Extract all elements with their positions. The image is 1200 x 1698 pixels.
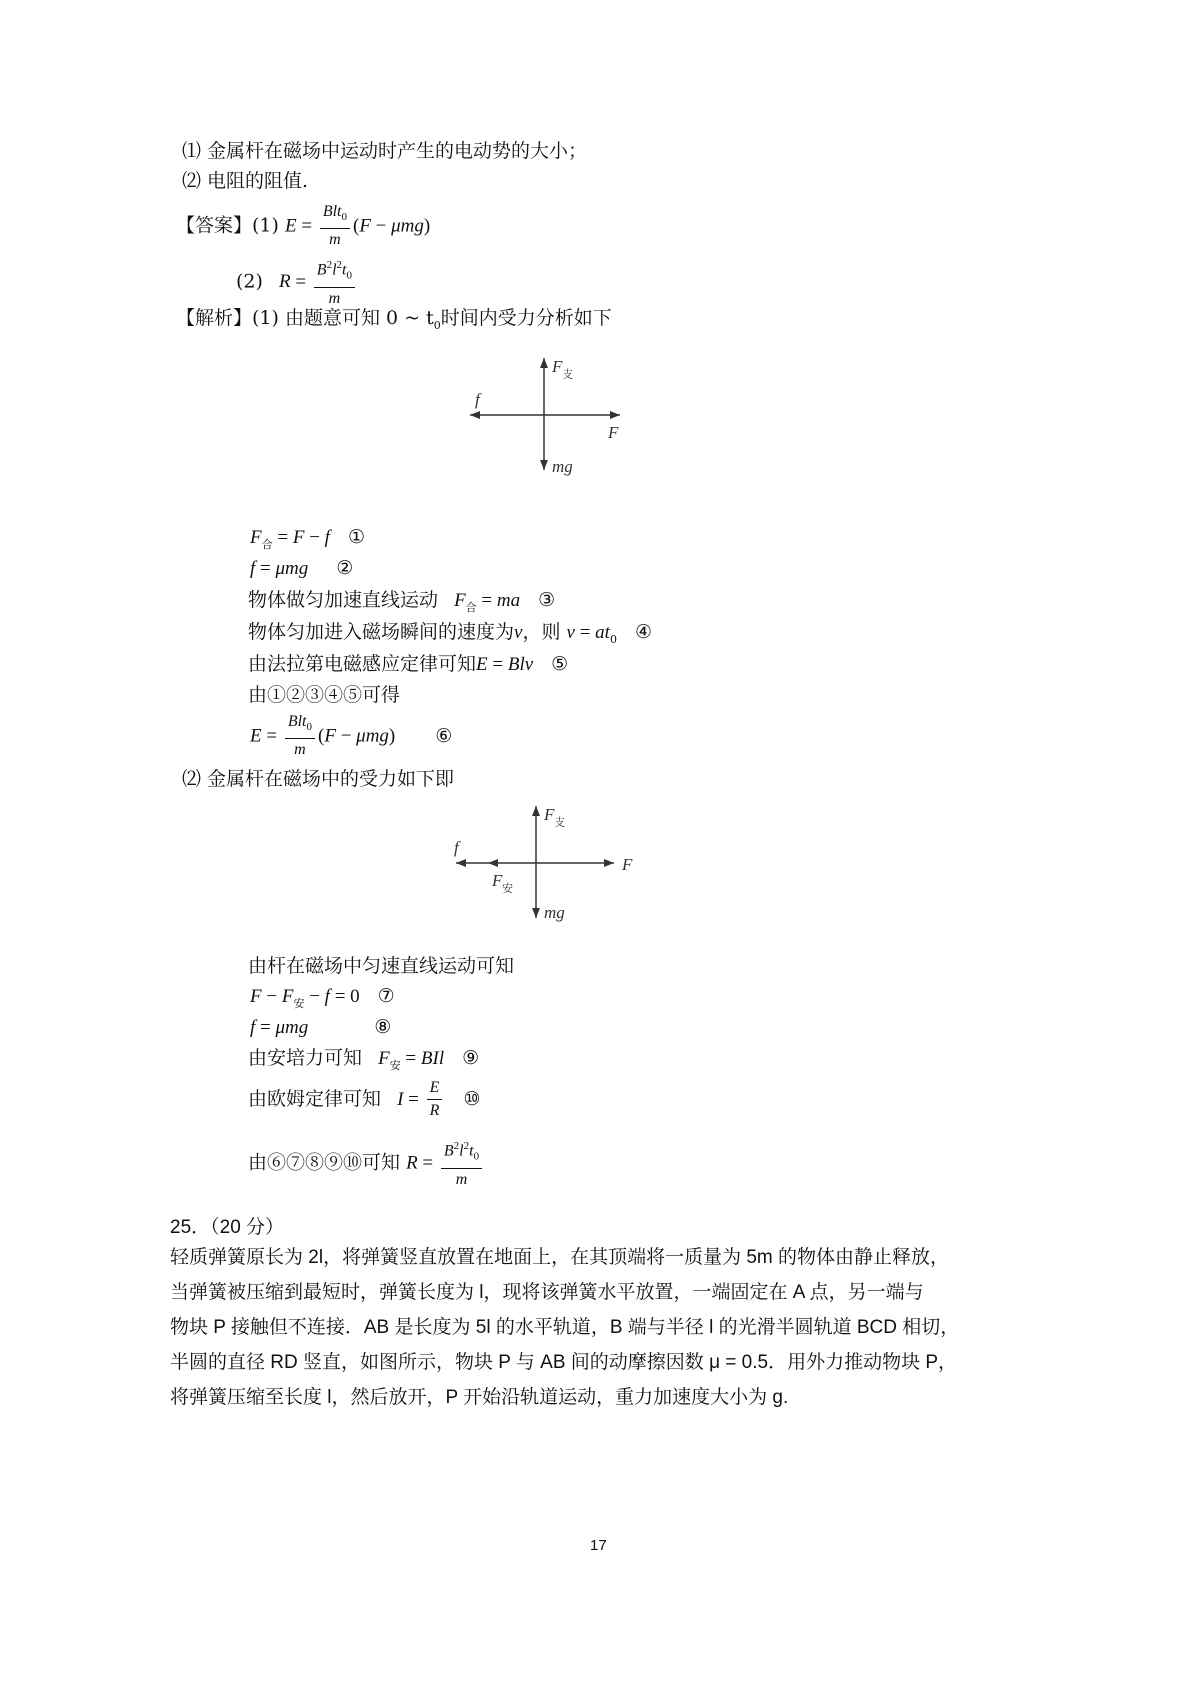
problem-25-line-5: 将弹簧压缩至长度 l，然后放开，P 开始沿轨道运动，重力加速度大小为 g.	[170, 1387, 789, 1408]
label-mg: mg	[552, 457, 573, 476]
arrow-f	[470, 411, 480, 419]
label-F: F	[608, 423, 619, 442]
analysis-intro: 【解析】(1) 由题意可知 0 ~ $t_0$时间内受力分析如下	[176, 307, 612, 332]
answer-label: 【答案】	[176, 214, 253, 237]
label-F: F	[622, 855, 633, 874]
answer-part1-number: (1)	[252, 214, 279, 237]
equation-9: 由安培力可知 $F_安$ = BIl ⑨	[248, 1047, 480, 1072]
answer-part2-number: (2)	[236, 270, 263, 293]
question-2: ⑵ 电阻的阻值.	[182, 170, 309, 192]
arrow-mg	[532, 908, 540, 918]
equation-3: 物体做匀加速直线运动 $F_合$ = ma ③	[248, 589, 556, 614]
arrow-mg	[540, 460, 548, 470]
svg-text:安: 安	[502, 883, 513, 895]
equation-4: 物体匀加进入磁场瞬间的速度为v，则 $v = at_0$ ④	[248, 621, 652, 646]
svg-text:支: 支	[554, 817, 565, 829]
problem-25-line-1: 轻质弹簧原长为 2l，将弹簧竖直放置在地面上，在其顶端将一质量为 5m 的物体由静止释放，	[170, 1247, 950, 1268]
label-F-zhi: F	[544, 805, 555, 824]
label-F-zhi: F	[552, 357, 563, 376]
force-diagram-1	[460, 350, 640, 485]
equation-6-intro: 由①②③④⑤可得	[248, 684, 401, 706]
label-F-an: F	[492, 871, 503, 890]
problem-25-line-2: 当弹簧被压缩到最短时，弹簧长度为 l，现将该弹簧水平放置，一端固定在 A 点，另一端与	[170, 1282, 924, 1303]
equation-8: f = μmg ⑧	[250, 1016, 392, 1038]
force-diagram-2	[446, 798, 646, 928]
equation-7-intro: 由杆在磁场中匀速直线运动可知	[248, 955, 515, 977]
equation-7: $F - F_安 - f = 0$ ⑦	[250, 985, 395, 1010]
equation-10: 由欧姆定律可知 I = $\frac{E}{R}$ ⑩	[248, 1079, 481, 1119]
page-number: 17	[590, 1537, 607, 1554]
arrow-F-zhi	[532, 806, 540, 816]
analysis-label: 【解析】	[176, 307, 253, 329]
label-mg: mg	[544, 903, 565, 922]
equation-11: 由⑥⑦⑧⑨⑩可知 R = $\frac{B^2l^2t_0}{m}$	[248, 1136, 485, 1191]
problem-25-header: 25．（20 分）	[170, 1217, 285, 1238]
equation-1: $F_合 = F - f$ ①	[250, 526, 365, 551]
arrow-F	[610, 411, 620, 419]
arrow-F-an	[488, 859, 498, 867]
answer-part-2: (2) R = $\frac{B^2l^2t_0}{m}$	[236, 255, 358, 310]
label-f: f	[454, 838, 459, 857]
equation-2: f = μmg ②	[250, 557, 354, 579]
answer-part-1: 【答案】(1) E = $\frac{Blt_0}{m}$ (F − μmg)	[176, 203, 431, 249]
label-f: f	[475, 390, 480, 409]
problem-25-line-3: 物块 P 接触但不连接．AB 是长度为 5l 的水平轨道，B 端与半径 l 的光滑半圆轨道 BCD 相切，	[170, 1317, 960, 1338]
equation-6: E = $\frac{Blt_0}{m}$ (F − μmg) ⑥	[250, 713, 453, 759]
arrow-f	[456, 859, 466, 867]
svg-text:支: 支	[562, 369, 573, 381]
equation-5: 由法拉第电磁感应定律可知E = Blv ⑤	[248, 653, 569, 675]
arrow-F	[604, 859, 614, 867]
problem-25-line-4: 半圆的直径 RD 竖直，如图所示，物块 P 与 AB 间的动摩擦因数 μ = 0.5．用外力推动物块 P，	[170, 1352, 958, 1373]
arrow-F-zhi	[540, 358, 548, 368]
question-1: ⑴ 金属杆在磁场中运动时产生的电动势的大小；	[182, 140, 588, 162]
analysis-part-2-intro: ⑵ 金属杆在磁场中的受力如下即	[182, 768, 455, 790]
